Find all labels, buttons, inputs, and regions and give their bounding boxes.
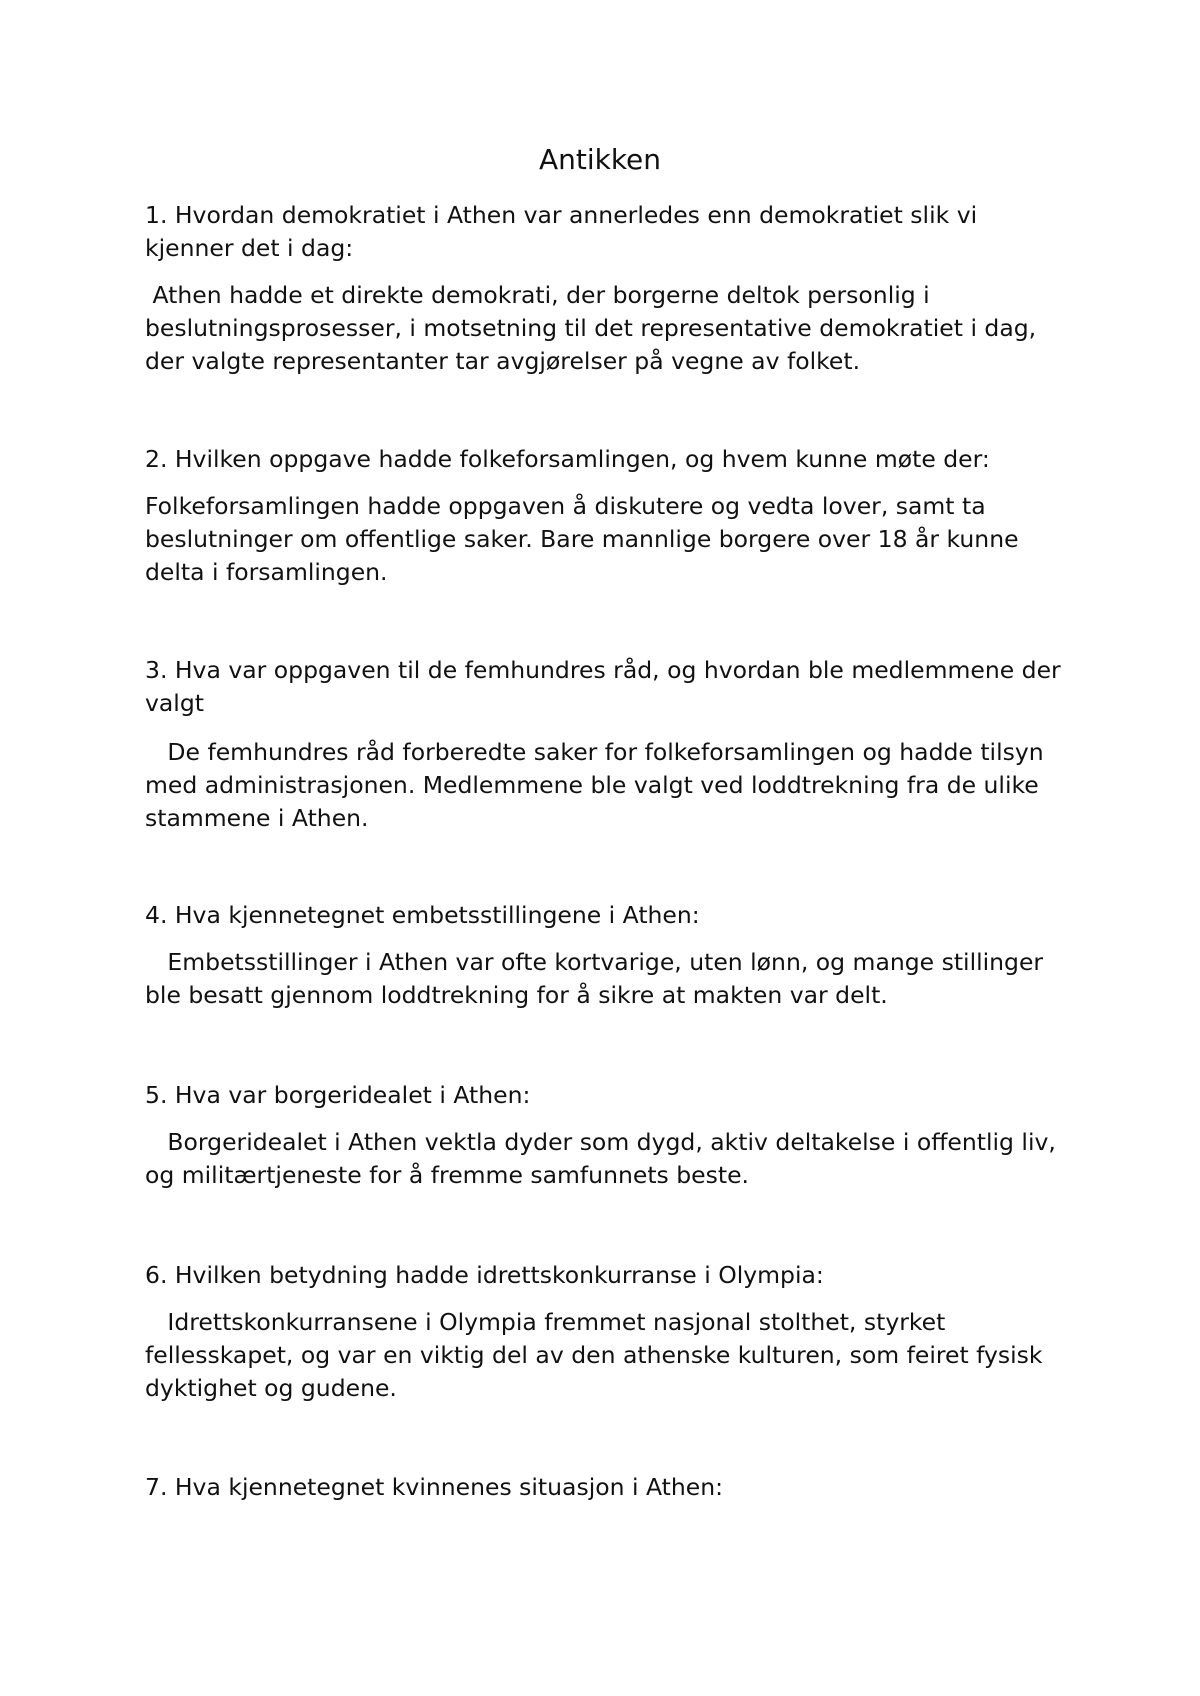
question-5: 5. Hva var borgeridealet i Athen: <box>145 1081 531 1109</box>
answer-4: Embetsstillinger i Athen var ofte kortvarige, uten lønn, og mange stillinger ble besatt gjennom loddtrekning for å sikre at makten var delt. <box>145 948 1051 1009</box>
answer-6: Idrettskonkurransene i Olympia fremmet nasjonal stolthet, styrket fellesskapet, og var en viktig del av den athenske kulturen, som feiret fysisk dyktighet og gudene. <box>145 1308 1051 1402</box>
question-6: 6. Hvilken betydning hadde idrettskonkurranse i Olympia: <box>145 1261 824 1289</box>
answer-5: Borgeridealet i Athen vektla dyder som dygd, aktiv deltakelse i offentlig liv, og militærtjeneste for å fremme samfunnets beste. <box>145 1128 1064 1189</box>
question-2: 2. Hvilken oppgave hadde folkeforsamlingen, og hvem kunne møte der: <box>145 445 990 473</box>
document-title: Antikken <box>538 143 662 176</box>
question-3: 3. Hva var oppgaven til de femhundres råd, og hvordan ble medlemmene der valgt <box>145 656 1061 717</box>
answer-2: Folkeforsamlingen hadde oppgaven å diskutere og vedta lover, samt ta beslutninger om offentlige saker. Bare mannlige borgere over 18 år kunne delta i forsamlingen. <box>145 492 1019 586</box>
question-7: 7. Hva kjennetegnet kvinnenes situasjon i Athen: <box>145 1473 723 1501</box>
question-4: 4. Hva kjennetegnet embetsstillingene i Athen: <box>145 901 700 929</box>
answer-1: Athen hadde et direkte demokrati, der borgerne deltok personlig i beslutningsprosesser, i motsetning til det representative demokratiet i dag, der valgte representanter tar avgjørelser på vegne av folket. <box>145 281 1044 375</box>
answer-3: De femhundres råd forberedte saker for folkeforsamlingen og hadde tilsyn med administrasjonen. Medlemmene ble valgt ved loddtrekning fra de ulike stammene i Athen. <box>145 738 1052 832</box>
question-1: 1. Hvordan demokratiet i Athen var annerledes enn demokratiet slik vi kjenner det i dag: <box>145 201 978 262</box>
